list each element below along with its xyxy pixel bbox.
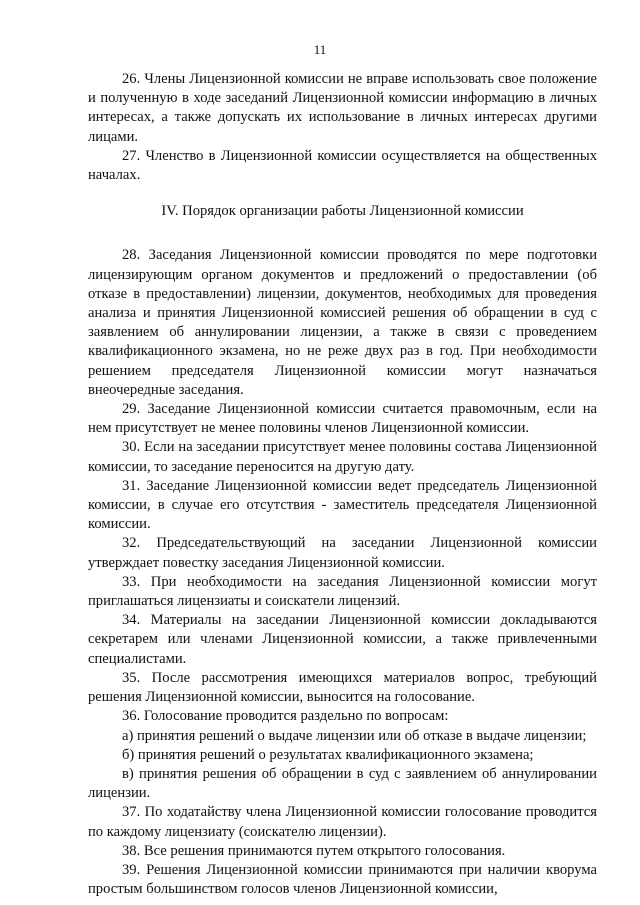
paragraph-36-b: б) принятия решений о результатах квалификационного экзамена; — [122, 746, 534, 763]
paragraph-38: 38. Все решения принимаются путем открытого голосования. — [122, 842, 506, 859]
paragraph-28: 28. Заседания Лицензионной комиссии проводятся по мере подготовки лицензирующим органом документов и предложений о предоставлении (об отказе в предоставлении) лицензии, документов, необходимых для проведения анализа и принятия Лицензионной комиссией решения об обращении в суд с заявлением об аннулировании лицензии, а также в связи с проведением квалификационного экзамена, но не реже двух раз в год. При необходимости решением председателя Лицензионной комиссии могут назначаться внеочередные заседания. — [88, 247, 597, 398]
paragraph-32: 32. Председательствующий на заседании Лицензионной комиссии утверждает повестку заседания Лицензионной комиссии. — [88, 535, 597, 571]
paragraph-31: 31. Заседание Лицензионной комиссии ведет председатель Лицензионной комиссии, в случае его отсутствия - заместитель председателя Лицензионной комиссии. — [88, 477, 597, 533]
paragraph-29: 29. Заседание Лицензионной комиссии считается правомочным, если на нем присутствует не менее половины членов Лицензионной комиссии. — [88, 401, 597, 437]
paragraph-36-v: в) принятия решения об обращении в суд с заявлением об аннулировании лицензии. — [88, 765, 597, 802]
paragraph-30: 30. Если на заседании присутствует менее половины состава Лицензионной комиссии, то заседание переносится на другую дату. — [88, 439, 597, 475]
paragraph-39: 39. Решения Лицензионной комиссии принимаются при наличии кворума простым большинством голосов членов Лицензионной комиссии, — [88, 861, 597, 898]
paragraph-35: 35. После рассмотрения имеющихся материалов вопрос, требующий решения Лицензионной комиссии, выносится на голосование. — [88, 669, 597, 706]
paragraph-26: 26. Члены Лицензионной комиссии не вправе использовать свое положение и полученную в ходе заседаний Лицензионной комиссии информацию в личных интересах, а также допускать их использование в личных интересах другими лицами. — [88, 71, 597, 145]
paragraph-33: 33. При необходимости на заседания Лицензионной комиссии могут приглашаться лицензиаты и соискатели лицензий. — [88, 573, 597, 610]
paragraph-34: 34. Материалы на заседании Лицензионной комиссии докладываются секретарем или членами Лицензионной комиссии, а также привлеченными специалистами. — [88, 612, 597, 667]
paragraph-27: 27. Членство в Лицензионной комиссии осуществляется на общественных началах. — [88, 147, 597, 184]
paragraph-37: 37. По ходатайству члена Лицензионной комиссии голосование проводится по каждому лицензиату (соискателю лицензии). — [88, 804, 597, 840]
paragraph-36-a: а) принятия решений о выдаче лицензии или об отказе в выдаче лицензии; — [122, 727, 587, 744]
document-body — [88, 70, 597, 899]
section-heading: IV. Порядок организации работы Лицензионной комиссии — [161, 203, 524, 220]
page-number: 11 — [313, 42, 327, 57]
paragraph-36: 36. Голосование проводится раздельно по вопросам: — [122, 708, 449, 725]
